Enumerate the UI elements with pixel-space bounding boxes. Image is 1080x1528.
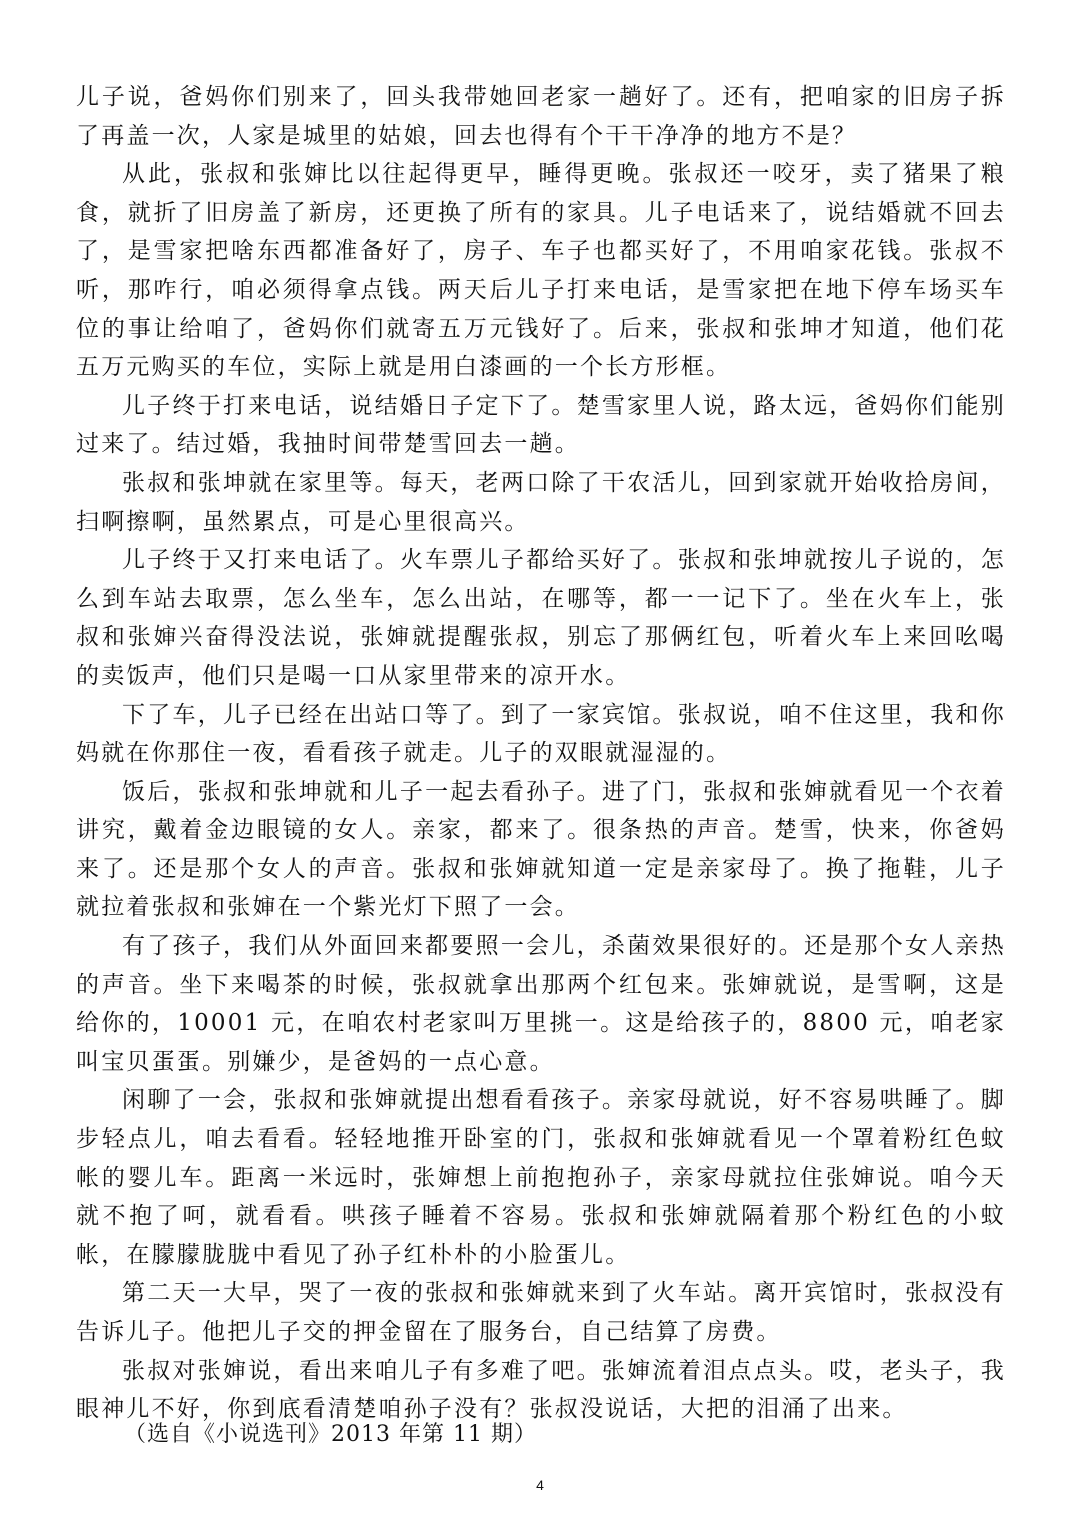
paragraph-3: 儿子终于打来电话，说结婚日子定下了。楚雪家里人说，路太远，爸妈你们能别过来了。结过婚，我抽时间带楚雪回去一趟。 [76,392,1006,458]
source-citation: （选自《小说选刊》2013 年第 11 期） [124,1422,537,1447]
paragraph-5: 儿子终于又打来电话了。火车票儿子都给买好了。张叔和张坤就按儿子说的，怎么到车站去取票，怎么坐车，怎么出站，在哪等，都一一记下了。坐在火车上，张叔和张婶兴奋得没法说，张婶就提醒张叔，别忘了那俩红包，听着火车上来回吆喝的卖饭声，他们只是喝一口从家里带来的凉开水。 [76,547,1006,689]
page-number: 4 [536,1477,544,1493]
article-body [76,78,1006,1429]
paragraph-9: 闲聊了一会，张叔和张婶就提出想看看孩子。亲家母就说，好不容易哄睡了。脚步轻点儿，咱去看看。轻轻地推开卧室的门，张叔和张婶就看见一个罩着粉红色蚊帐的婴儿车。距离一米远时，张婶想上前抱抱孙子，亲家母就拉住张婶说。咱今天就不抱了呵，就看看。哄孩子睡着不容易。张叔和张婶就隔着那个粉红色的小蚊帐，在朦朦胧胧中看见了孙子红朴朴的小脸蛋儿。 [76,1087,1006,1268]
paragraph-2: 从此，张叔和张婶比以往起得更早，睡得更晚。张叔还一咬牙，卖了猪果了粮食，就折了旧房盖了新房，还更换了所有的家具。儿子电话来了，说结婚就不回去了，是雪家把啥东西都准备好了，房子、车子也都买好了，不用咱家花钱。张叔不听，那咋行，咱必须得拿点钱。两天后儿子打来电话，是雪家把在地下停车场买车位的事让给咱了，爸妈你们就寄五万元钱好了。后来，张叔和张坤才知道，他们花五万元购买的车位，实际上就是用白漆画的一个长方形框。 [76,161,1006,381]
paragraph-8: 有了孩子，我们从外面回来都要照一会儿，杀菌效果很好的。还是那个女人亲热的声音。坐下来喝茶的时候，张叔就拿出那两个红包来。张婶就说，是雪啊，这是给你的，10001 元，在咱农村老家叫万里挑一。这是给孩子的，8800 元，咱老家叫宝贝蛋蛋。别嫌少，是爸妈的一点心意。 [76,933,1006,1075]
paragraph-11: 张叔对张婶说，看出来咱儿子有多难了吧。张婶流着泪点点头。哎，老头子，我眼神儿不好，你到底看清楚咱孙子没有？张叔没说话，大把的泪涌了出来。 [76,1357,1006,1423]
paragraph-10: 第二天一大早，哭了一夜的张叔和张婶就来到了火车站。离开宾馆时，张叔没有告诉儿子。他把儿子交的押金留在了服务台，自己结算了房费。 [76,1280,1006,1345]
paragraph-1: 儿子说，爸妈你们别来了，回头我带她回老家一趟好了。还有，把咱家的旧房子拆了再盖一次，人家是城里的姑娘，回去也得有个干干净净的地方不是？ [76,84,1006,149]
paragraph-7: 饭后，张叔和张坤就和儿子一起去看孙子。进了门，张叔和张婶就看见一个衣着讲究，戴着金边眼镜的女人。亲家，都来了。很条热的声音。楚雪，快来，你爸妈来了。还是那个女人的声音。张叔和张婶就知道一定是亲家母了。换了拖鞋，儿子就拉着张叔和张婶在一个紫光灯下照了一会。 [76,778,1006,921]
paragraph-4: 张叔和张坤就在家里等。每天，老两口除了干农活儿，回到家就开始收拾房间，扫啊擦啊，虽然累点，可是心里很高兴。 [76,469,1006,535]
paragraph-6: 下了车，儿子已经在出站口等了。到了一家宾馆。张叔说，咱不住这里，我和你妈就在你那住一夜，看看孩子就走。儿子的双眼就湿湿的。 [76,701,1006,767]
